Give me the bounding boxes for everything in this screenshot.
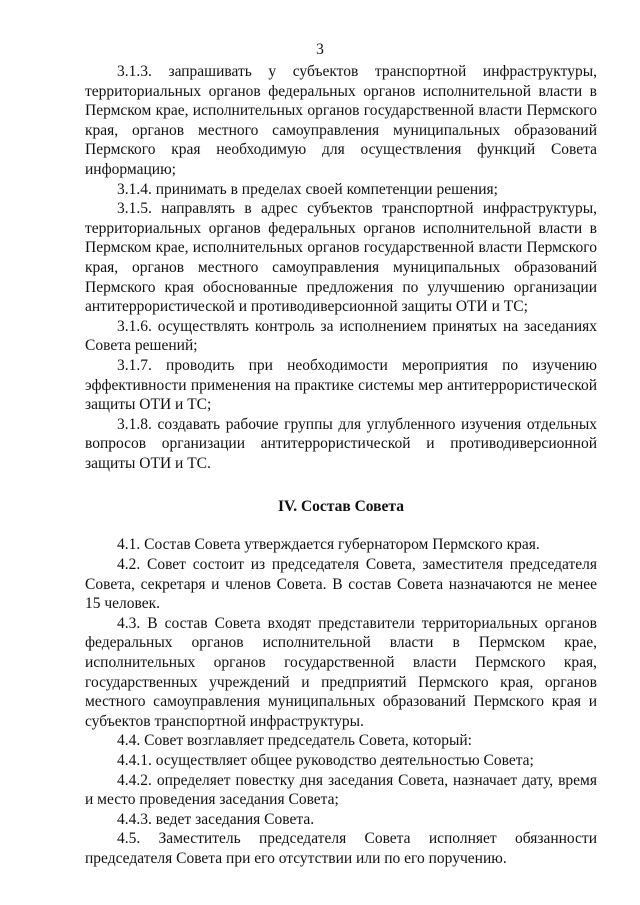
paragraph-3-1-7: 3.1.7. проводить при необходимости мероприятия по изучению эффективности применения на практике системы мер антитеррористической защиты ОТИ и ТС; <box>85 356 597 414</box>
page-number: 3 <box>316 41 324 58</box>
paragraph-4-4: 4.4. Совет возглавляет председатель Совета, который: <box>117 732 472 750</box>
paragraph-4-1: 4.1. Состав Совета утверждается губернатором Пермского края. <box>117 536 540 554</box>
document-body <box>85 62 597 869</box>
paragraph-4-2: 4.2. Совет состоит из председателя Совета, заместителя председателя Совета, секретаря и членов Совета. В состав Совета назначаются не менее 15 человек. <box>85 556 597 613</box>
paragraph-3-1-4: 3.1.4. принимать в пределах своей компетенции решения; <box>117 180 498 198</box>
paragraph-3-1-6: 3.1.6. осуществлять контроль за исполнением принятых на заседаниях Совета решений; <box>85 317 597 355</box>
paragraph-4-4-1: 4.4.1. осуществляет общее руководство деятельностью Совета; <box>117 752 534 769</box>
paragraph-3-1-5: 3.1.5. направлять в адрес субъектов транспортной инфраструктуры, территориальных органов федеральных органов исполнительной власти в Пермском крае, исполнительных органов государственной власти Пермского края, органов местного самоуправления муниципальных образований Пермского края обоснованные предложения по улучшению организации антитеррористической и противодиверсионной защиты ОТИ и ТС; <box>85 200 597 316</box>
paragraph-4-4-2: 4.4.2. определяет повестку дня заседания Совета, назначает дату, время и место проведения заседания Совета; <box>85 771 597 809</box>
paragraph-4-4-3: 4.4.3. ведет заседания Совета. <box>117 810 315 828</box>
paragraph-4-3: 4.3. В состав Совета входят представители территориальных органов федеральных органов исполнительной власти в Пермском крае, исполнительных органов государственной власти Пермского края, государственных учреждений и предприятий Пермского края, органов местного самоуправления муниципальных образований Пермского края и субъектов транспортной инфраструктуры. <box>85 614 597 730</box>
section-heading-composition: IV. Состав Совета <box>278 498 404 516</box>
paragraph-3-1-8: 3.1.8. создавать рабочие группы для углубленного изучения отдельных вопросов организации антитеррористической и противодиверсионной защиты ОТИ и ТС. <box>85 415 597 472</box>
paragraph-4-5: 4.5. Заместитель председателя Совета исполняет обязанности председателя Совета при его отсутствии или по его поручению. <box>85 830 597 867</box>
paragraph-3-1-3: 3.1.3. запрашивать у субъектов транспортной инфраструктуры, территориальных органов федеральных органов исполнительной власти в Пермском крае, исполнительных органов государственной власти Пермского края, органов местного самоуправления муниципальных образований Пермского края необходимую для осуществления функций Совета информацию; <box>85 63 597 178</box>
